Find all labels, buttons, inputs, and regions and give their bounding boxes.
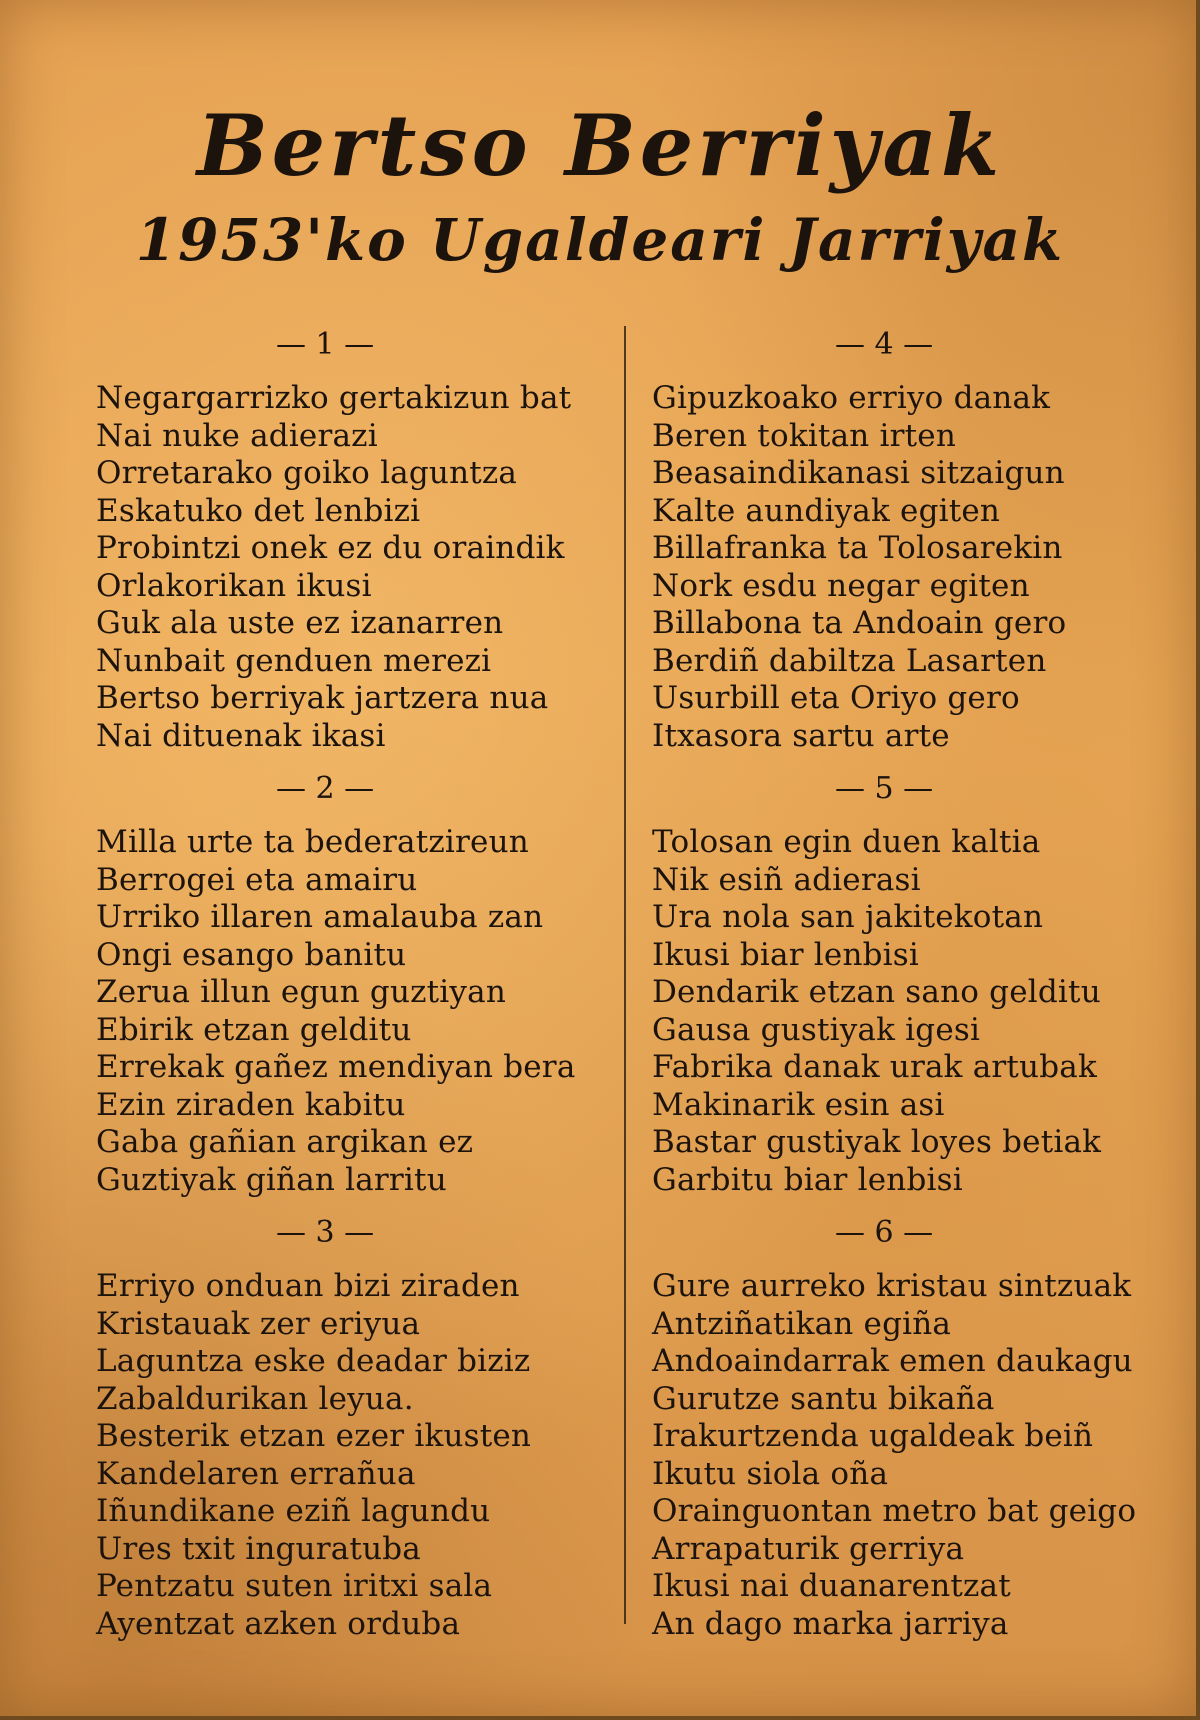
verse-line: Kristauak zer eriyua xyxy=(96,1305,421,1342)
verse-line: Gurutze santu bikaña xyxy=(652,1380,995,1417)
verse-line: Andoaindarrak emen daukagu xyxy=(652,1343,1133,1379)
stanza-number: — 3 — xyxy=(276,1215,375,1250)
verse-line: Orretarako goiko laguntza xyxy=(96,455,518,491)
verse-line: Urriko illaren amalauba zan xyxy=(96,899,544,935)
verse-line: Itxasora sartu arte xyxy=(652,717,950,754)
verse-line: Ongi esango banitu xyxy=(96,936,407,973)
verse-line: Berdiñ dabiltza Lasarten xyxy=(652,642,1047,679)
stanza-2 xyxy=(96,771,616,1218)
verse-line: Gausa gustiyak igesi xyxy=(652,1011,981,1048)
verse-line: Ures txit inguratuba xyxy=(96,1530,421,1567)
verse-line: Laguntza eske deadar biziz xyxy=(96,1343,531,1379)
verse-line: Makinarik esin asi xyxy=(652,1086,945,1123)
stanza-number: — 6 — xyxy=(835,1215,934,1250)
verse-line: Bertso berriyak jartzera nua xyxy=(96,680,549,716)
verse-line: Fabrika danak urak artubak xyxy=(652,1049,1097,1085)
verse-line: Kalte aundiyak egiten xyxy=(652,492,1001,529)
verse-line: Nai nuke adierazi xyxy=(96,417,378,454)
verse-line: Nork esdu negar egiten xyxy=(652,567,1030,604)
verse-line: Guztiyak giñan larritu xyxy=(96,1161,447,1198)
stanza-number: — 5 — xyxy=(835,771,934,806)
right-column xyxy=(652,327,1172,1662)
verse-line: Ebirik etzan gelditu xyxy=(96,1011,412,1048)
verse-line: Bastar gustiyak loyes betiak xyxy=(652,1124,1102,1160)
document-subtitle: 1953'ko Ugaldeari Jarriyak xyxy=(135,206,1065,274)
verse-line: Negargarrizko gertakizun bat xyxy=(96,380,572,416)
stanza-4 xyxy=(652,327,1172,774)
verse-line: Gaba gañian argikan ez xyxy=(96,1124,474,1160)
verse-line: Kandelaren errañua xyxy=(96,1455,416,1492)
stanza-5 xyxy=(652,771,1172,1218)
verse-line: Iñundikane eziñ lagundu xyxy=(96,1493,491,1529)
verse-line: Garbitu biar lenbisi xyxy=(652,1161,963,1198)
verse-line: Billafranka ta Tolosarekin xyxy=(652,530,1063,566)
verse-line: Orlakorikan ikusi xyxy=(96,567,372,604)
verse-line: Beren tokitan irten xyxy=(652,417,956,454)
verse-line: Erriyo onduan bizi ziraden xyxy=(96,1268,520,1304)
verse-line: Billabona ta Andoain gero xyxy=(652,605,1067,641)
verse-line: Orainguontan metro bat geigo xyxy=(652,1493,1137,1529)
verse-line: Nik esiñ adierasi xyxy=(652,861,921,898)
verse-line: Berrogei eta amairu xyxy=(96,861,418,898)
verse-line: Antziñatikan egiña xyxy=(652,1305,952,1342)
verse-line: Milla urte ta bederatzireun xyxy=(96,824,529,860)
left-column xyxy=(96,327,616,1662)
verse-line: Irakurtzenda ugaldeak beiñ xyxy=(652,1418,1094,1454)
verse-line: Ayentzat azken orduba xyxy=(96,1605,461,1642)
verse-line: Ikutu siola oña xyxy=(652,1455,889,1492)
verse-line: Nunbait genduen merezi xyxy=(96,642,492,679)
verse-line: Beasaindikanasi sitzaigun xyxy=(652,455,1065,491)
verse-line: Gipuzkoako erriyo danak xyxy=(652,380,1051,416)
verse-line: Usurbill eta Oriyo gero xyxy=(652,680,1020,716)
stanza-1 xyxy=(96,327,616,774)
verse-line: Dendarik etzan sano gelditu xyxy=(652,974,1101,1010)
verse-line: Guk ala uste ez izanarren xyxy=(96,605,504,641)
verse-line: Ikusi nai duanarentzat xyxy=(652,1568,1011,1604)
verse-line: Eskatuko det lenbizi xyxy=(96,492,421,529)
verse-line: Ikusi biar lenbisi xyxy=(652,936,919,973)
verse-line: Tolosan egin duen kaltia xyxy=(652,824,1041,860)
stanza-number: — 1 — xyxy=(276,327,375,362)
verse-line: Errekak gañez mendiyan bera xyxy=(96,1049,576,1085)
column-divider xyxy=(624,326,626,1624)
verse-line: An dago marka jarriya xyxy=(652,1605,1009,1642)
verse-line: Zerua illun egun guztiyan xyxy=(96,974,506,1010)
verse-line: Nai dituenak ikasi xyxy=(96,717,386,754)
verse-line: Ezin ziraden kabitu xyxy=(96,1086,406,1123)
verse-line: Gure aurreko kristau sintzuak xyxy=(652,1268,1132,1304)
verse-line: Besterik etzan ezer ikusten xyxy=(96,1418,532,1454)
stanza-number: — 4 — xyxy=(835,327,934,362)
stanza-6 xyxy=(652,1215,1172,1662)
verse-line: Pentzatu suten iritxi sala xyxy=(96,1568,493,1604)
stanza-number: — 2 — xyxy=(276,771,375,806)
verse-line: Ura nola san jakitekotan xyxy=(652,899,1044,935)
verse-line: Arrapaturik gerriya xyxy=(652,1530,965,1567)
stanza-3 xyxy=(96,1215,616,1662)
verse-line: Zabaldurikan leyua. xyxy=(96,1380,414,1417)
verse-line: Probintzi onek ez du oraindik xyxy=(96,530,565,566)
document-title: Bertso Berriyak xyxy=(196,96,1004,195)
